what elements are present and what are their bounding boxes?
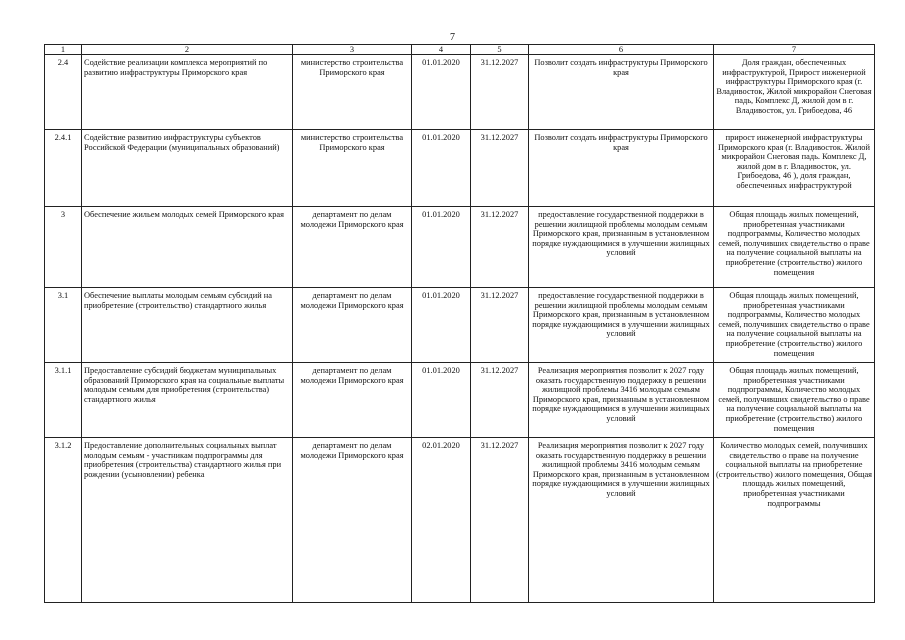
item-result: Позволит создать инфраструктуры Приморского края	[529, 55, 714, 130]
item-number: 3.1.2	[45, 438, 82, 603]
table-row	[45, 130, 875, 207]
item-number: 3	[45, 207, 82, 288]
item-indicator: прирост инженерной инфраструктуры Приморского края (г. Владивосток. Жилой микрорайон Снеговая падь. Комплекс Д, жилой дом в г. Владивосток, ул. Грибоедова, 46 ), доля граждан, обеспеченных инфраструктурой	[714, 130, 875, 207]
item-result: Позволит создать инфраструктуры Приморского края	[529, 130, 714, 207]
item-end-date: 31.12.2027	[471, 438, 529, 603]
item-executor: министерство строительства Приморского края	[293, 130, 412, 207]
column-header: 3	[293, 45, 412, 55]
table-row	[45, 207, 875, 288]
column-header: 4	[412, 45, 471, 55]
item-indicator: Количество молодых семей, получивших свидетельство о праве на получение социальной выплаты на приобретение (строительство) жилого помещения, Общая площадь жилых помещений, приобретенная участниками подпрограммы	[714, 438, 875, 603]
item-start-date: 01.01.2020	[412, 130, 471, 207]
item-name: Обеспечение выплаты молодым семьям субсидий на приобретение (строительство) стандартного жилья	[82, 288, 293, 363]
table-row	[45, 288, 875, 363]
item-end-date: 31.12.2027	[471, 288, 529, 363]
item-number: 2.4.1	[45, 130, 82, 207]
table-row	[45, 438, 875, 603]
item-result: предоставление государственной поддержки в решении жилищной проблемы молодым семьям Приморского края, признанным в установленном порядке нуждающимися в улучшении жилищных условий	[529, 207, 714, 288]
item-name: Обеспечение жильем молодых семей Приморского края	[82, 207, 293, 288]
page-number: 7	[450, 32, 455, 43]
item-executor: департамент по делам молодежи Приморского края	[293, 207, 412, 288]
item-name: Содействие реализации комплекса мероприятий по развитию инфраструктуры Приморского края	[82, 55, 293, 130]
item-executor: департамент по делам молодежи Приморского края	[293, 288, 412, 363]
item-start-date: 01.01.2020	[412, 207, 471, 288]
item-start-date: 01.01.2020	[412, 363, 471, 438]
table-row	[45, 55, 875, 130]
item-start-date: 01.01.2020	[412, 288, 471, 363]
item-number: 2.4	[45, 55, 82, 130]
item-end-date: 31.12.2027	[471, 55, 529, 130]
column-header: 6	[529, 45, 714, 55]
item-number: 3.1.1	[45, 363, 82, 438]
item-indicator: Общая площадь жилых помещений, приобретенная участниками подпрограммы, Количество молодых семей, получивших свидетельство о праве на получение социальной выплаты на приобретение (строительство) жилого помещения	[714, 363, 875, 438]
item-name: Содействие развитию инфраструктуры субъектов Российской Федерации (муниципальных образований)	[82, 130, 293, 207]
column-header: 7	[714, 45, 875, 55]
header-row	[45, 45, 875, 55]
item-executor: департамент по делам молодежи Приморского края	[293, 438, 412, 603]
item-result: предоставление государственной поддержки в решении жилищной проблемы молодым семьям Приморского края, признанным в установленном порядке нуждающимися в улучшении жилищных условий	[529, 288, 714, 363]
item-start-date: 01.01.2020	[412, 55, 471, 130]
item-executor: министерство строительства Приморского края	[293, 55, 412, 130]
item-end-date: 31.12.2027	[471, 207, 529, 288]
item-result: Реализация мероприятия позволит к 2027 году оказать государственную поддержку в решении жилищной проблемы 3416 молодым семьям Приморского края, признанным в установленном порядке нуждающимися в улучшении жилищных условий	[529, 438, 714, 603]
table-row	[45, 363, 875, 438]
item-start-date: 02.01.2020	[412, 438, 471, 603]
column-header: 2	[82, 45, 293, 55]
item-number: 3.1	[45, 288, 82, 363]
item-indicator: Общая площадь жилых помещений, приобретенная участниками подпрограммы, Количество молодых семей, получивших свидетельство о праве на получение социальной выплаты на приобретение (строительство) жилого помещения	[714, 288, 875, 363]
column-header: 1	[45, 45, 82, 55]
item-name: Предоставление дополнительных социальных выплат молодым семьям - участникам подпрограммы для приобретения (строительства) стандартного жилья при рождении (усыновлении) ребенка	[82, 438, 293, 603]
item-name: Предоставление субсидий бюджетам муниципальных образований Приморского края на социальные выплаты молодым семьям для приобретения (строительства) стандартного жилья	[82, 363, 293, 438]
item-indicator: Общая площадь жилых помещений, приобретенная участниками подпрограммы, Количество молодых семей, получивших свидетельство о праве на получение социальной выплаты на приобретение (строительство) жилого помещения	[714, 207, 875, 288]
column-header: 5	[471, 45, 529, 55]
program-table	[44, 44, 875, 603]
item-end-date: 31.12.2027	[471, 130, 529, 207]
item-executor: департамент по делам молодежи Приморского края	[293, 363, 412, 438]
item-end-date: 31.12.2027	[471, 363, 529, 438]
item-result: Реализация мероприятия позволит к 2027 году оказать государственную поддержку в решении жилищной проблемы 3416 молодым семьям Приморского края, признанным в установленном порядке нуждающимися в улучшении жилищных условий	[529, 363, 714, 438]
item-indicator: Доля граждан, обеспеченных инфраструктурой, Прирост инженерной инфраструктуры Приморского края (г. Владивосток, Жилой микрорайон Снеговая падь, Комплекс Д, жилой дом в г. Владивосток, ул. Грибоедова, 46	[714, 55, 875, 130]
